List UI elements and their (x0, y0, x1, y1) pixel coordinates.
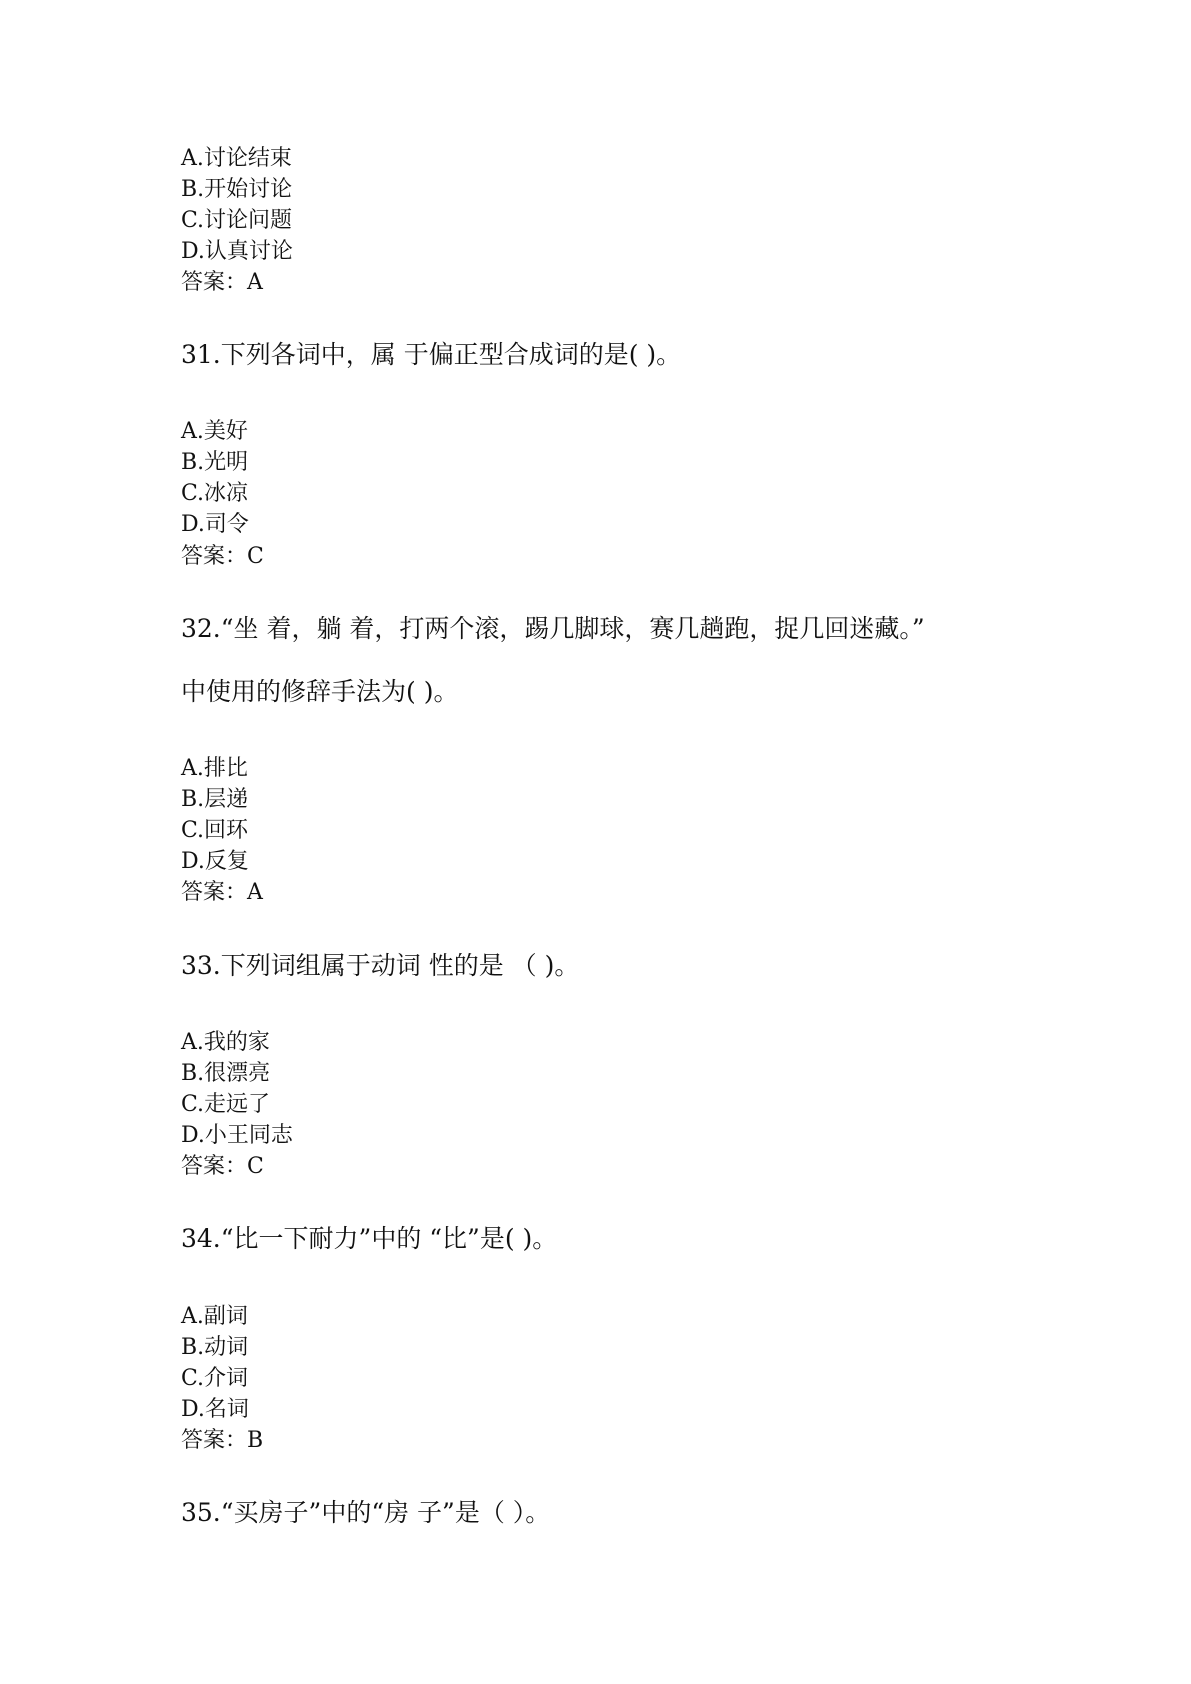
q32-question-line-1: 32.“坐 着，躺 着，打两个滚，踢几脚球，赛几趟跑，捉几回迷藏。” (181, 614, 925, 643)
q30-option-c: C.讨论问题 (181, 208, 293, 233)
q34-question: 34.“比一下耐力”中的 “比”是( )。 (181, 1224, 558, 1253)
q32-question-line-2: 中使用的修辞手法为( )。 (181, 677, 459, 706)
q34-answer: 答案：B (181, 1428, 264, 1453)
q31-option-b: B.光明 (181, 450, 249, 475)
q31-answer: 答案：C (181, 544, 264, 569)
q32-option-b: B.层递 (181, 787, 249, 812)
q33-answer: 答案：C (181, 1154, 264, 1179)
q31-option-a: A.美好 (181, 419, 248, 444)
q30-option-a: A.讨论结束 (181, 146, 292, 171)
q30-option-d: D.认真讨论 (181, 239, 293, 264)
q32-option-a: A.排比 (181, 756, 248, 781)
q33-question: 33.下列词组属于动词 性的是 （ )。 (181, 951, 580, 980)
q30-option-b: B.开始讨论 (181, 177, 293, 202)
q33-option-d: D.小王同志 (181, 1123, 293, 1148)
q34-option-c: C.介词 (181, 1366, 249, 1391)
q33-option-a: A.我的家 (181, 1030, 270, 1055)
q32-option-c: C.回环 (181, 818, 249, 843)
q35-question: 35.“买房子”中的“房 子”是（ ）。 (181, 1498, 551, 1527)
q31-option-c: C.冰凉 (181, 481, 249, 506)
q33-option-c: C.走远了 (181, 1092, 271, 1117)
q32-option-d: D.反复 (181, 849, 249, 874)
q31-option-d: D.司令 (181, 512, 249, 537)
q32-answer: 答案：A (181, 880, 263, 905)
q33-option-b: B.很漂亮 (181, 1061, 271, 1086)
q34-option-a: A.副词 (181, 1304, 248, 1329)
q31-question: 31.下列各词中，属 于偏正型合成词的是( )。 (181, 340, 682, 369)
q30-answer: 答案：A (181, 270, 263, 295)
q34-option-d: D.名词 (181, 1397, 249, 1422)
q34-option-b: B.动词 (181, 1335, 249, 1360)
